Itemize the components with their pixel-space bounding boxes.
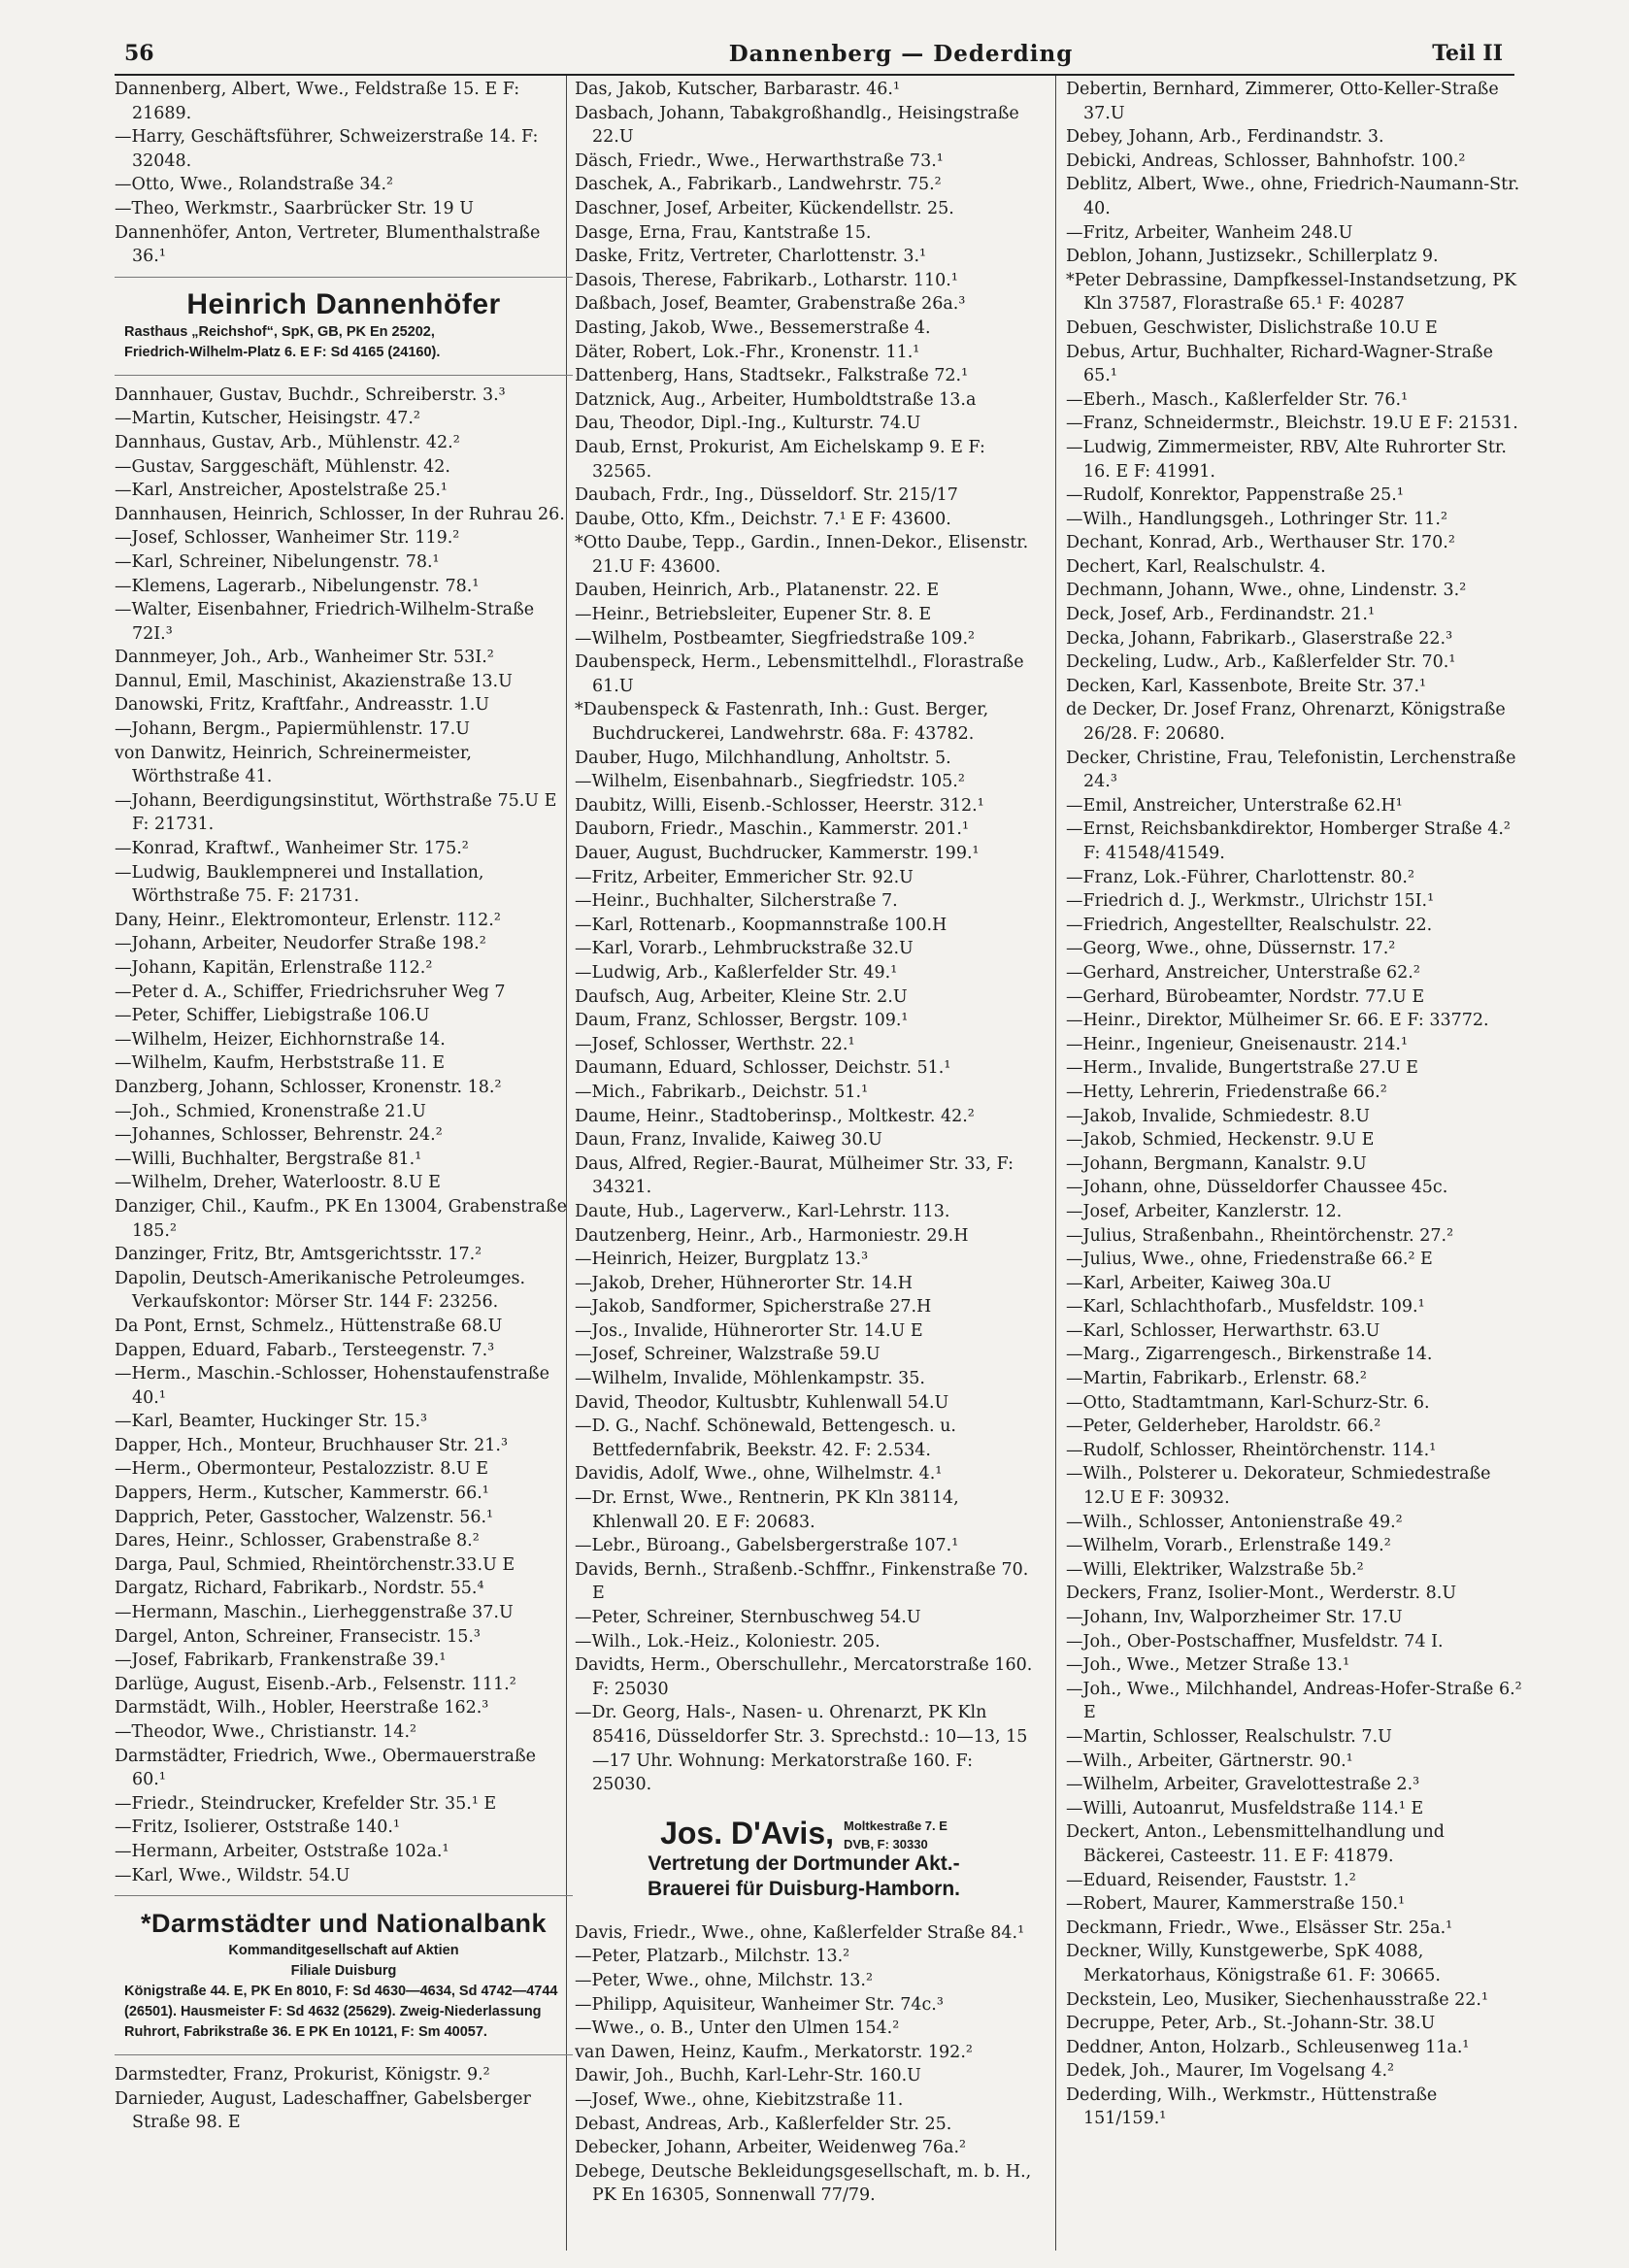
- directory-entry: Danziger, Chil., Kaufm., PK En 13004, Grabenstraße 185.²: [115, 1196, 568, 1241]
- directory-entry: —Peter, Wwe., ohne, Milchstr. 13.²: [575, 1970, 873, 1990]
- directory-entry: —Karl, Schlosser, Herwarthstr. 63.U: [1066, 1320, 1380, 1341]
- directory-entry: —Fritz, Arbeiter, Emmericher Str. 92.U: [575, 867, 914, 887]
- directory-entry: —Ludwig, Zimmermeister, RBV, Alte Ruhrorter Str. 16. E F: 41991.: [1066, 437, 1507, 482]
- directory-entry: —Lebr., Büroang., Gabelsbergerstraße 107.¹: [575, 1536, 959, 1556]
- directory-entry: —Wilhelm, Postbeamter, Siegfriedstraße 109.²: [575, 628, 976, 649]
- directory-entry: —Johann, Arbeiter, Neudorfer Straße 198.²: [115, 934, 486, 954]
- directory-entry: Daume, Heinr., Stadtoberinsp., Moltkestr. 42.²: [575, 1106, 975, 1126]
- directory-entry: Daube, Otto, Kfm., Deichstr. 7.¹ E F: 43600.: [575, 509, 951, 529]
- entry-list: [115, 384, 573, 1887]
- directory-entry: *Peter Debrassine, Dampfkessel-Instandsetzung, PK Kln 37587, Florastraße 65.¹ F: 40287: [1066, 270, 1517, 315]
- directory-entry: Dargatz, Richard, Fabrikarb., Nordstr. 55.⁴: [115, 1579, 484, 1599]
- directory-entry: Debuen, Geschwister, Dislichstraße 10.U E: [1066, 317, 1438, 338]
- directory-entry: —Johann, Bergm., Papiermühlenstr. 17.U: [115, 719, 470, 740]
- directory-entry: Dau, Theodor, Dipl.-Ing., Kulturstr. 74.U: [575, 414, 921, 434]
- directory-entry: —Wilhelm, Arbeiter, Gravelottestraße 2.³: [1066, 1775, 1420, 1795]
- directory-entry: —Franz, Lok.-Führer, Charlottenstr. 80.²: [1066, 867, 1414, 887]
- directory-entry: —Wilh., Schlosser, Antonienstraße 49.²: [1066, 1512, 1403, 1532]
- directory-entry: —Jakob, Schmied, Heckenstr. 9.U E: [1066, 1130, 1375, 1151]
- directory-entry: Daßbach, Josef, Beamter, Grabenstraße 26a.³: [575, 294, 966, 315]
- directory-entry: —Willi, Buchhalter, Bergstraße 81.¹: [115, 1149, 422, 1169]
- directory-entry: Dauborn, Friedr., Maschin., Kammerstr. 201.¹: [575, 819, 969, 840]
- directory-entry: —Martin, Kutscher, Heisingstr. 47.²: [115, 409, 420, 429]
- directory-entry: —Josef, Schlosser, Wanheimer Str. 119.²: [115, 528, 460, 549]
- directory-entry: Däter, Robert, Lok.-Fhr., Kronenstr. 11.¹: [575, 342, 920, 362]
- directory-entry: —Wilhelm, Eisenbahnarb., Siegfriedstr. 105.²: [575, 772, 965, 792]
- advert-title: Jos. D'Avis,: [660, 1815, 834, 1851]
- entry-list: [575, 78, 1033, 1797]
- directory-entry: —Rudolf, Schlosser, Rheintörchenstr. 114.¹: [1066, 1440, 1437, 1460]
- directory-entry: Danzinger, Fritz, Btr, Amtsgerichtsstr. 17.²: [115, 1245, 482, 1265]
- directory-entry: —Jos., Invalide, Hühnerorter Str. 14.U E: [575, 1320, 923, 1341]
- directory-entry: Darmstädt, Wilh., Hobler, Heerstraße 162.³: [115, 1698, 489, 1718]
- directory-entry: —Herm., Maschin.-Schlosser, Hohenstaufenstraße 40.¹: [115, 1364, 549, 1408]
- directory-entry: Dasbach, Johann, Tabakgroßhandlg., Heisingstraße 22.U: [575, 103, 1019, 148]
- directory-entry: Debast, Andreas, Arb., Kaßlerfelder Str. 25.: [575, 2114, 952, 2134]
- directory-entry: —Gustav, Sarggeschäft, Mühlenstr. 42.: [115, 456, 450, 477]
- directory-entry: —Joh., Wwe., Metzer Straße 13.¹: [1066, 1655, 1350, 1676]
- directory-column-1: [115, 78, 573, 2252]
- page-number: 56: [124, 41, 154, 66]
- directory-entry: —Mich., Fabrikarb., Deichstr. 51.¹: [575, 1082, 869, 1102]
- directory-entry: Dappers, Herm., Kutscher, Kammerstr. 66.¹: [115, 1484, 489, 1504]
- directory-entry: Daubitz, Willi, Eisenb.-Schlosser, Heerstr. 312.¹: [575, 795, 984, 816]
- directory-entry: Deckert, Anton., Lebensmittelhandlung und Bäckerei, Casteestr. 11. E F: 41879.: [1066, 1822, 1445, 1866]
- directory-entry: von Danwitz, Heinrich, Schreinermeister, Wörthstraße 41.: [115, 743, 472, 787]
- directory-entry: de Decker, Dr. Josef Franz, Ohrenarzt, Königstraße 26/28. F: 20680.: [1066, 700, 1506, 745]
- directory-entry: —Wilh., Arbeiter, Gärtnerstr. 90.¹: [1066, 1751, 1353, 1771]
- directory-entry: Decka, Johann, Fabrikarb., Glaserstraße 22.³: [1066, 628, 1453, 649]
- directory-entry: —Willi, Elektriker, Walzstraße 5b.²: [1066, 1559, 1364, 1580]
- directory-entry: —Karl, Wwe., Wildstr. 54.U: [115, 1865, 350, 1885]
- directory-entry: —Karl, Schreiner, Nibelungenstr. 78.¹: [115, 551, 440, 572]
- directory-entry: Daske, Fritz, Vertreter, Charlottenstr. 3.¹: [575, 247, 927, 267]
- directory-entry: —Hermann, Arbeiter, Oststraße 102a.¹: [115, 1841, 449, 1861]
- directory-entry: —Peter, Platzarb., Milchstr. 13.²: [575, 1947, 850, 1967]
- directory-entry: Daschek, A., Fabrikarb., Landwehrstr. 75.²: [575, 175, 942, 195]
- directory-entry: —Theodor, Wwe., Christianstr. 14.²: [115, 1722, 417, 1742]
- column-divider: [1055, 76, 1056, 2251]
- directory-entry: Daschner, Josef, Arbeiter, Kückendellstr. 25.: [575, 198, 954, 218]
- directory-entry: Dattenberg, Hans, Stadtsekr., Falkstraße 72.¹: [575, 366, 969, 386]
- directory-entry: —Heinr., Direktor, Mülheimer Sr. 66. E F: 33772.: [1066, 1011, 1489, 1031]
- directory-entry: —Robert, Maurer, Kammerstraße 150.¹: [1066, 1894, 1406, 1915]
- directory-entry: —Gerhard, Bürobeamter, Nordstr. 77.U E: [1066, 986, 1425, 1007]
- directory-entry: —Georg, Wwe., ohne, Düssernstr. 17.²: [1066, 939, 1396, 959]
- directory-entry: *Otto Daube, Tepp., Gardin., Innen-Dekor., Elisenstr. 21.U F: 43600.: [575, 533, 1029, 577]
- directory-entry: Deckeling, Ludw., Arb., Kaßlerfelder Str. 70.¹: [1066, 652, 1456, 673]
- advert-davis: [575, 1805, 1033, 1914]
- directory-entry: Debicki, Andreas, Schlosser, Bahnhofstr. 100.²: [1066, 150, 1466, 171]
- advert-head: [575, 1815, 1033, 1851]
- advert-title: *Darmstädter und Nationalbank: [140, 1909, 548, 1939]
- directory-entry: —Joh., Schmied, Kronenstraße 21.U: [115, 1101, 426, 1121]
- page-header: [115, 41, 1513, 70]
- entry-list: [1066, 78, 1524, 2131]
- directory-entry: —Jakob, Dreher, Hühnerorter Str. 14.H: [575, 1273, 914, 1293]
- directory-entry: —Franz, Schneidermstr., Bleichstr. 19.U E F: 21531.: [1066, 414, 1518, 434]
- directory-entry: —Wilhelm, Vorarb., Erlenstraße 149.²: [1066, 1536, 1391, 1556]
- directory-entry: Das, Jakob, Kutscher, Barbarastr. 46.¹: [575, 80, 900, 99]
- directory-entry: Dannenberg, Albert, Wwe., Feldstraße 15. E F: 21689.: [115, 80, 520, 123]
- advert-bank: [115, 1895, 573, 2055]
- directory-entry: —Wilh., Handlungsgeh., Lothringer Str. 11.²: [1066, 509, 1447, 529]
- directory-entry: *Daubenspeck & Fastenrath, Inh.: Gust. Berger, Buchdruckerei, Landwehrstr. 68a. F: 43782.: [575, 700, 989, 745]
- directory-entry: Debecker, Johann, Arbeiter, Weidenweg 76a.²: [575, 2138, 967, 2158]
- directory-entry: —Peter d. A., Schiffer, Friedrichsruher Weg 7: [115, 982, 506, 1002]
- directory-entry: —Wilh., Lok.-Heiz., Koloniestr. 205.: [575, 1631, 881, 1651]
- directory-entry: Dares, Heinr., Schlosser, Grabenstraße 8.²: [115, 1531, 480, 1551]
- directory-entry: Daub, Ernst, Prokurist, Am Eichelskamp 9. E F: 32565.: [575, 437, 985, 482]
- directory-entry: —Hetty, Lehrerin, Friedenstraße 66.²: [1066, 1082, 1387, 1102]
- directory-entry: Darmstedter, Franz, Prokurist, Königstr. 9.²: [115, 2065, 490, 2085]
- directory-entry: Dauer, August, Buchdrucker, Kammerstr. 199.¹: [575, 844, 980, 863]
- directory-entry: —Fritz, Arbeiter, Wanheim 248.U: [1066, 222, 1353, 243]
- directory-entry: —Jakob, Invalide, Schmiedestr. 8.U: [1066, 1106, 1370, 1126]
- directory-entry: —Philipp, Aquisiteur, Wanheimer Str. 74c.³: [575, 1994, 944, 2015]
- directory-entry: —Walter, Eisenbahner, Friedrich-Wilhelm-Straße 72I.³: [115, 600, 535, 644]
- directory-entry: Darga, Paul, Schmied, Rheintörchenstr.33.U E: [115, 1554, 515, 1575]
- directory-entry: —D. G., Nachf. Schönewald, Bettengesch. u. Bettfedernfabrik, Beekstr. 42. F: 2.534.: [575, 1417, 956, 1460]
- directory-entry: —Wilhelm, Invalide, Möhlenkampstr. 35.: [575, 1369, 925, 1389]
- directory-entry: —Johann, Inv, Walporzheimer Str. 17.U: [1066, 1608, 1403, 1627]
- directory-entry: David, Theodor, Kultusbtr, Kuhlenwall 54.U: [575, 1392, 949, 1413]
- directory-entry: Dechant, Konrad, Arb., Werthauser Str. 170.²: [1066, 533, 1455, 553]
- directory-entry: —Peter, Gelderheber, Haroldstr. 66.²: [1066, 1417, 1381, 1437]
- directory-entry: Daumann, Eduard, Schlosser, Deichstr. 51.¹: [575, 1058, 951, 1079]
- directory-entry: Danowski, Fritz, Kraftfahr., Andreasstr. 1.U: [115, 695, 490, 716]
- directory-entry: —Karl, Rottenarb., Koopmannstraße 100.H: [575, 915, 947, 935]
- directory-entry: —Peter, Schiffer, Liebigstraße 106.U: [115, 1006, 430, 1026]
- directory-entry: Darlüge, August, Eisenb.-Arb., Felsenstr. 111.²: [115, 1674, 516, 1694]
- directory-entry: —Ludwig, Bauklempnerei und Installation, Wörthstraße 75. F: 21731.: [115, 862, 484, 907]
- directory-entry: Dargel, Anton, Schreiner, Fransecistr. 15.³: [115, 1626, 481, 1647]
- advert-line: Friedrich-Wilhelm-Platz 6. E F: Sd 4165 (24160).: [124, 344, 441, 360]
- directory-entry: —Johann, Bergmann, Kanalstr. 9.U: [1066, 1153, 1367, 1174]
- directory-entry: Deckner, Willy, Kunstgewerbe, SpK 4088, Merkatorhaus, Königstraße 61. F: 30665.: [1066, 1942, 1441, 1985]
- directory-entry: —Karl, Vorarb., Lehmbruckstraße 32.U: [575, 939, 914, 959]
- directory-entry: —Joh., Wwe., Milchhandel, Andreas-Hofer-Straße 6.² E: [1066, 1679, 1522, 1723]
- directory-entry: —Hermann, Maschin., Lierheggenstraße 37.U: [115, 1603, 514, 1623]
- directory-entry: —Willi, Autoanrut, Musfeldstraße 114.¹ E: [1066, 1798, 1424, 1818]
- directory-entry: Daum, Franz, Schlosser, Bergstr. 109.¹: [575, 1011, 909, 1031]
- directory-entry: Däsch, Friedr., Wwe., Herwarthstraße 73.¹: [575, 150, 944, 171]
- directory-entry: Deblon, Johann, Justizsekr., Schillerplatz 9.: [1066, 247, 1439, 267]
- directory-entry: Dauber, Hugo, Milchhandlung, Anholtstr. 5.: [575, 748, 951, 768]
- directory-entry: Davids, Bernh., Straßenb.-Schffnr., Finkenstraße 70. E: [575, 1559, 1029, 1604]
- directory-entry: —Peter, Schreiner, Sternbuschweg 54.U: [575, 1608, 921, 1627]
- directory-entry: Deckmann, Friedr., Wwe., Elsässer Str. 25a.¹: [1066, 1918, 1453, 1938]
- advert-line: Brauerei für Duisburg-Hamborn.: [647, 1877, 961, 1900]
- directory-entry: Decker, Christine, Frau, Telefonistin, Lerchenstraße 24.³: [1066, 748, 1516, 792]
- directory-entry: Dannul, Emil, Maschinist, Akazienstraße 13.U: [115, 671, 513, 691]
- directory-entry: —Wilhelm, Dreher, Waterloostr. 8.U E: [115, 1173, 441, 1193]
- directory-entry: Daun, Franz, Invalide, Kaiweg 30.U: [575, 1130, 882, 1151]
- directory-entry: —Johannes, Schlosser, Behrenstr. 24.²: [115, 1125, 443, 1146]
- directory-entry: Debertin, Bernhard, Zimmerer, Otto-Keller-Straße 37.U: [1066, 80, 1499, 123]
- directory-column-2: [575, 78, 1033, 2252]
- entry-list: [115, 78, 573, 269]
- directory-entry: Dany, Heinr., Elektromonteur, Erlenstr. 112.²: [115, 910, 501, 930]
- directory-entry: Dasge, Erna, Frau, Kantstraße 15.: [575, 222, 872, 243]
- advert-line: Filiale Duisburg: [290, 1963, 397, 1980]
- directory-entry: —Herm., Invalide, Bungertstraße 27.U E: [1066, 1058, 1418, 1079]
- directory-entry: Darmstädter, Friedrich, Wwe., Obermauerstraße 60.¹: [115, 1746, 537, 1790]
- advert-line: Moltkestraße 7. E: [844, 1818, 947, 1833]
- directory-entry: Davis, Friedr., Wwe., ohne, Kaßlerfelder Straße 84.¹: [575, 1922, 1025, 1943]
- advert-line: Vertretung der Dortmunder Akt.-: [648, 1851, 960, 1875]
- directory-entry: —Jakob, Sandformer, Spicherstraße 27.H: [575, 1297, 932, 1317]
- directory-entry: —Marg., Zigarrengesch., Birkenstraße 14.: [1066, 1345, 1433, 1365]
- directory-entry: Dedek, Joh., Maurer, Im Vogelsang 4.²: [1066, 2061, 1395, 2082]
- directory-entry: —Ernst, Reichsbankdirektor, Homberger Straße 4.² F: 41548/41549.: [1066, 819, 1511, 863]
- directory-entry: Darnieder, August, Ladeschaffner, Gabelsberger Straße 98. E: [115, 2088, 531, 2133]
- directory-entry: —Gerhard, Anstreicher, Unterstraße 62.²: [1066, 962, 1420, 983]
- directory-entry: —Heinr., Ingenieur, Gneisenaustr. 214.¹: [1066, 1034, 1408, 1054]
- directory-entry: —Friedrich d. J., Werkmstr., Ulrichstr 15I.¹: [1066, 891, 1435, 912]
- directory-entry: —Josef, Schreiner, Walzstraße 59.U: [575, 1345, 881, 1365]
- directory-entry: —Herm., Obermonteur, Pestalozzistr. 8.U E: [115, 1459, 488, 1480]
- directory-entry: —Julius, Wwe., ohne, Friedenstraße 66.² E: [1066, 1250, 1433, 1270]
- directory-entry: —Ludwig, Arb., Kaßlerfelder Str. 49.¹: [575, 962, 898, 983]
- directory-entry: —Martin, Schlosser, Realschulstr. 7.U: [1066, 1726, 1392, 1747]
- directory-entry: Deddner, Anton, Holzarb., Schleusenweg 11a.¹: [1066, 2037, 1470, 2057]
- advert-title: Heinrich Dannenhöfer: [186, 287, 501, 320]
- page-part: Teil II: [1432, 41, 1503, 66]
- entry-list: [575, 1921, 1033, 2208]
- directory-entry: Dannhausen, Heinrich, Schlosser, In der Ruhrau 26.: [115, 504, 565, 524]
- directory-entry: —Karl, Beamter, Huckinger Str. 15.³: [115, 1412, 428, 1432]
- directory-entry: —Julius, Straßenbahn., Rheintörchenstr. 27.²: [1066, 1225, 1454, 1246]
- directory-entry: —Friedr., Steindrucker, Krefelder Str. 35.¹ E: [115, 1793, 497, 1814]
- directory-entry: —Wilhelm, Heizer, Eichhornstraße 14.: [115, 1029, 446, 1050]
- advert-line: Rasthaus „Reichshof“, SpK, GB, PK En 25202,: [124, 323, 435, 340]
- directory-entry: Debey, Johann, Arb., Ferdinandstr. 3.: [1066, 127, 1384, 148]
- advert-address: [844, 1815, 947, 1851]
- directory-entry: Dawir, Joh., Buchh, Karl-Lehr-Str. 160.U: [575, 2066, 921, 2086]
- directory-entry: —Heinr., Betriebsleiter, Eupener Str. 8. E: [575, 605, 932, 625]
- directory-entry: —Dr. Ernst, Wwe., Rentnerin, PK Kln 38114, Khlenwall 20. E F: 20683.: [575, 1488, 959, 1532]
- directory-entry: Decken, Karl, Kassenbote, Breite Str. 37.¹: [1066, 676, 1427, 696]
- directory-column-3: [1066, 78, 1524, 2252]
- directory-entry: —Dr. Georg, Hals-, Nasen- u. Ohrenarzt, PK Kln 85416, Düsseldorfer Str. 3. Sprechstd.: 10—13, 15—17 Uhr. Wohnung: Merkatorstraße 160. F: 25030.: [575, 1703, 1028, 1795]
- directory-entry: Dannmeyer, Joh., Arb., Wanheimer Str. 53I.²: [115, 648, 494, 668]
- directory-entry: —Karl, Anstreicher, Apostelstraße 25.¹: [115, 481, 448, 501]
- directory-entry: Debege, Deutsche Bekleidungsgesellschaft, m. b. H., PK En 16305, Sonnenwall 77/79.: [575, 2161, 1032, 2206]
- advert-line: Königstraße 44. E, PK En 8010, F: Sd 4630—4634, Sd 4742—4744 (26501). Hausmeister F: Sd 4632 (25629). Zweig-Niederlassung Ruhrort, Fabrikstraße 36. E PK En 10121, F: Sm 40057.: [124, 1984, 558, 2041]
- directory-entry: —Heinrich, Heizer, Burgplatz 13.³: [575, 1250, 869, 1270]
- directory-entry: —Martin, Fabrikarb., Erlenstr. 68.²: [1066, 1369, 1367, 1389]
- directory-entry: Dapper, Hch., Monteur, Bruchhauser Str. 21.³: [115, 1435, 509, 1455]
- directory-entry: Dannenhöfer, Anton, Vertreter, Blumenthalstraße 36.¹: [115, 222, 541, 267]
- advert-dannenhoefer: [115, 277, 573, 376]
- header-rule: [115, 74, 1514, 76]
- directory-entry: Davidis, Adolf, Wwe., ohne, Wilhelmstr. 4.¹: [575, 1464, 943, 1484]
- directory-entry: —Wwe., o. B., Unter den Ulmen 154.²: [575, 2018, 900, 2039]
- directory-entry: Daute, Hub., Lagerverw., Karl-Lehrstr. 113.: [575, 1201, 950, 1221]
- directory-entry: —Eduard, Reisender, Fauststr. 1.²: [1066, 1870, 1356, 1890]
- directory-entry: —Otto, Stadtamtmann, Karl-Schurz-Str. 6.: [1066, 1392, 1430, 1413]
- page-title: Dannenberg — Dederding: [728, 41, 1074, 67]
- directory-entry: Dapolin, Deutsch-Amerikanische Petroleumges. Verkaufskontor: Mörser Str. 144 F: 23256.: [115, 1268, 526, 1313]
- directory-entry: Dautzenberg, Heinr., Arb., Harmoniestr. 29.H: [575, 1225, 969, 1246]
- directory-entry: Dannhauer, Gustav, Buchdr., Schreiberstr. 3.³: [115, 384, 506, 405]
- directory-entry: —Rudolf, Konrektor, Pappenstraße 25.¹: [1066, 485, 1404, 506]
- directory-entry: —Fritz, Isolierer, Oststraße 140.¹: [115, 1818, 401, 1838]
- directory-entry: Daubach, Frdr., Ing., Düsseldorf. Str. 215/17: [575, 485, 958, 506]
- directory-entry: —Theo, Werkmstr., Saarbrücker Str. 19 U: [115, 198, 475, 218]
- directory-entry: Deckers, Franz, Isolier-Mont., Werderstr. 8.U: [1066, 1584, 1457, 1604]
- directory-entry: —Eberh., Masch., Kaßlerfelder Str. 76.¹: [1066, 389, 1409, 410]
- directory-entry: —Karl, Arbeiter, Kaiweg 30a.U: [1066, 1273, 1332, 1293]
- directory-entry: —Konrad, Kraftwf., Wanheimer Str. 175.²: [115, 839, 469, 859]
- directory-entry: Debus, Artur, Buchhalter, Richard-Wagner-Straße 65.¹: [1066, 342, 1493, 386]
- advert-line: Kommanditgesellschaft auf Aktien: [228, 1943, 459, 1959]
- directory-entry: —Otto, Wwe., Rolandstraße 34.²: [115, 175, 394, 195]
- directory-entry: —Emil, Anstreicher, Unterstraße 62.H¹: [1066, 795, 1403, 816]
- directory-entry: Deck, Josef, Arb., Ferdinandstr. 21.¹: [1066, 605, 1375, 625]
- directory-entry: Dasois, Therese, Fabrikarb., Lotharstr. 110.¹: [575, 270, 958, 290]
- directory-entry: Dapprich, Peter, Gasstocher, Walzenstr. 56.¹: [115, 1507, 494, 1527]
- directory-entry: Datznick, Aug., Arbeiter, Humboldtstraße 13.a: [575, 389, 977, 410]
- directory-entry: —Johann, Kapitän, Erlenstraße 112.²: [115, 958, 433, 978]
- directory-entry: Da Pont, Ernst, Schmelz., Hüttenstraße 68.U: [115, 1316, 503, 1336]
- directory-entry: —Harry, Geschäftsführer, Schweizerstraße 14. F: 32048.: [115, 127, 539, 171]
- directory-entry: —Johann, ohne, Düsseldorfer Chaussee 45c.: [1066, 1178, 1448, 1198]
- directory-entry: Daubenspeck, Herm., Lebensmittelhdl., Florastraße 61.U: [575, 652, 1024, 696]
- directory-entry: Dasting, Jakob, Wwe., Bessemerstraße 4.: [575, 317, 931, 338]
- directory-entry: Dannhaus, Gustav, Arb., Mühlenstr. 42.²: [115, 432, 460, 452]
- directory-entry: Deckstein, Leo, Musiker, Siechenhausstraße 22.¹: [1066, 1989, 1488, 2010]
- directory-entry: —Josef, Arbeiter, Kanzlerstr. 12.: [1066, 1201, 1343, 1221]
- advert-line: DVB, F: 30330: [844, 1836, 928, 1851]
- directory-entry: Daufsch, Aug, Arbeiter, Kleine Str. 2.U: [575, 986, 908, 1007]
- directory-entry: Davidts, Herm., Oberschullehr., Mercatorstraße 160. F: 25030: [575, 1655, 1033, 1699]
- directory-entry: —Josef, Fabrikarb, Frankenstraße 39.¹: [115, 1651, 447, 1671]
- directory-entry: Dederding, Wilh., Werkmstr., Hüttenstraße 151/159.¹: [1066, 2085, 1438, 2129]
- directory-entry: Dauben, Heinrich, Arb., Platanenstr. 22. E: [575, 581, 940, 601]
- directory-entry: Dappen, Eduard, Fabarb., Tersteegenstr. 7.³: [115, 1340, 495, 1360]
- directory-entry: van Dawen, Heinz, Kaufm., Merkatorstr. 192.²: [575, 2042, 973, 2062]
- entry-list: [115, 2063, 573, 2135]
- directory-entry: —Josef, Wwe., ohne, Kiebitzstraße 11.: [575, 2089, 904, 2110]
- directory-entry: Decruppe, Peter, Arb., St.-Johann-Str. 38.U: [1066, 2014, 1436, 2034]
- directory-entry: —Wilhelm, Kaufm, Herbststraße 11. E: [115, 1053, 446, 1074]
- directory-entry: Daus, Alfred, Regier.-Baurat, Mülheimer Str. 33, F: 34321.: [575, 1153, 1014, 1198]
- directory-entry: —Johann, Beerdigungsinstitut, Wörthstraße 75.U E F: 21731.: [115, 790, 557, 835]
- directory-entry: Deblitz, Albert, Wwe., ohne, Friedrich-Naumann-Str. 40.: [1066, 175, 1520, 218]
- directory-entry: —Joh., Ober-Postschaffner, Musfeldstr. 74 I.: [1066, 1631, 1444, 1651]
- directory-entry: Danzberg, Johann, Schlosser, Kronenstr. 18.²: [115, 1077, 502, 1097]
- directory-entry: Dechmann, Johann, Wwe., ohne, Lindenstr. 3.²: [1066, 581, 1467, 601]
- directory-entry: —Klemens, Lagerarb., Nibelungenstr. 78.¹: [115, 576, 480, 596]
- directory-entry: —Wilh., Polsterer u. Dekorateur, Schmiedestraße 12.U E F: 30932.: [1066, 1464, 1491, 1509]
- directory-entry: —Heinr., Buchhalter, Silcherstraße 7.: [575, 891, 898, 912]
- directory-entry: —Karl, Schlachthofarb., Musfeldstr. 109.¹: [1066, 1297, 1425, 1317]
- directory-entry: —Friedrich, Angestellter, Realschulstr. 22.: [1066, 915, 1433, 935]
- directory-entry: Dechert, Karl, Realschulstr. 4.: [1066, 556, 1326, 577]
- directory-entry: —Josef, Schlosser, Werthstr. 22.¹: [575, 1034, 855, 1054]
